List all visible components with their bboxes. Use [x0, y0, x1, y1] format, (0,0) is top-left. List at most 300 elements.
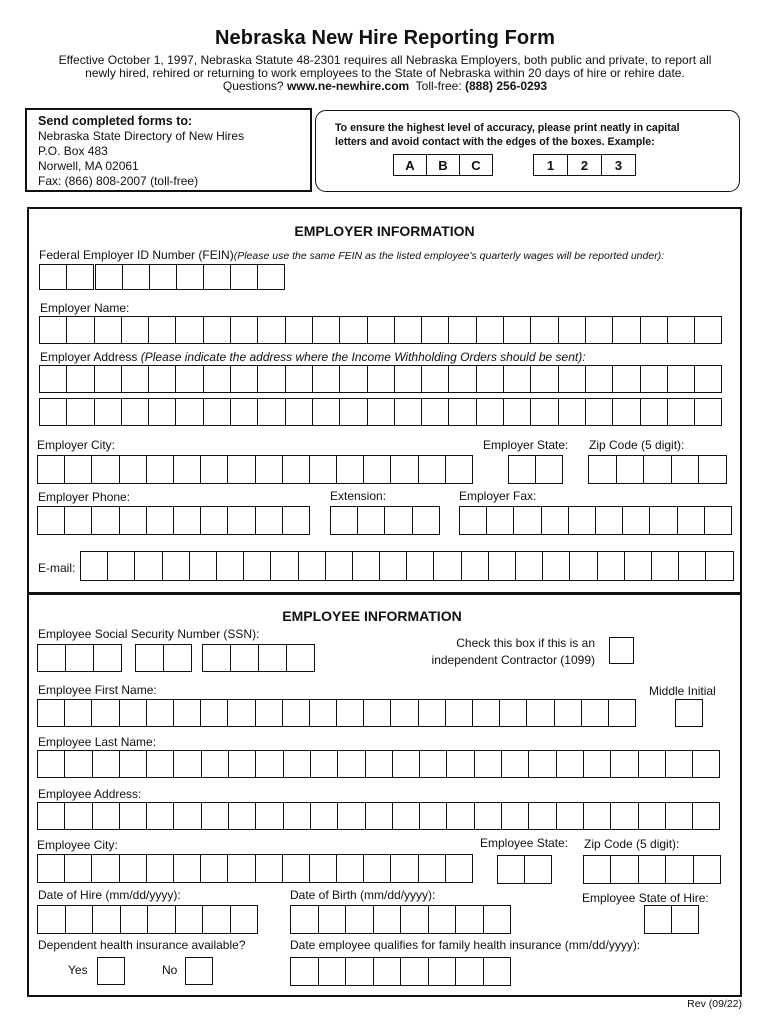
- character-box[interactable]: [173, 506, 201, 535]
- character-box[interactable]: [146, 506, 174, 535]
- fein-suffix-boxes[interactable]: [95, 264, 285, 290]
- character-box[interactable]: [610, 750, 638, 778]
- health-no-checkbox[interactable]: [185, 957, 213, 985]
- character-box[interactable]: [445, 854, 473, 883]
- employee-city-boxes[interactable]: [37, 854, 473, 883]
- character-box[interactable]: [671, 455, 700, 484]
- character-box[interactable]: [203, 398, 231, 426]
- character-box[interactable]: [367, 316, 395, 344]
- character-box[interactable]: [503, 398, 531, 426]
- character-box[interactable]: [255, 802, 283, 830]
- character-box[interactable]: [65, 905, 94, 934]
- character-box[interactable]: [394, 316, 422, 344]
- character-box[interactable]: [367, 398, 395, 426]
- character-box[interactable]: [644, 905, 672, 934]
- character-box[interactable]: [39, 398, 67, 426]
- character-box[interactable]: [146, 750, 174, 778]
- hire-date-boxes[interactable]: [37, 905, 258, 934]
- character-box[interactable]: [612, 365, 640, 393]
- character-box[interactable]: [119, 699, 147, 727]
- contractor-checkbox[interactable]: [609, 637, 634, 664]
- character-box[interactable]: [373, 957, 402, 986]
- character-box[interactable]: [173, 699, 201, 727]
- character-box[interactable]: [173, 802, 201, 830]
- character-box[interactable]: [310, 750, 338, 778]
- character-box[interactable]: [379, 551, 407, 581]
- character-box[interactable]: [675, 699, 703, 727]
- character-box[interactable]: [285, 316, 313, 344]
- character-box[interactable]: [694, 316, 722, 344]
- character-box[interactable]: [270, 551, 298, 581]
- character-box[interactable]: [230, 365, 258, 393]
- website-link[interactable]: www.ne-newhire.com: [286, 79, 410, 93]
- birth-date-boxes[interactable]: [290, 905, 511, 934]
- character-box[interactable]: [394, 398, 422, 426]
- character-box[interactable]: [37, 854, 65, 883]
- character-box[interactable]: [530, 316, 558, 344]
- character-box[interactable]: [37, 905, 66, 934]
- character-box[interactable]: [497, 855, 525, 884]
- character-box[interactable]: [390, 455, 418, 484]
- character-box[interactable]: [282, 699, 310, 727]
- character-box[interactable]: [309, 455, 337, 484]
- character-box[interactable]: [37, 802, 65, 830]
- character-box[interactable]: [135, 644, 164, 672]
- employee-state-boxes[interactable]: [497, 855, 552, 884]
- character-box[interactable]: [421, 398, 449, 426]
- character-box[interactable]: [638, 855, 666, 884]
- character-box[interactable]: [66, 398, 94, 426]
- character-box[interactable]: [64, 699, 92, 727]
- character-box[interactable]: [569, 551, 597, 581]
- character-box[interactable]: [585, 398, 613, 426]
- character-box[interactable]: [665, 750, 693, 778]
- character-box[interactable]: [418, 455, 446, 484]
- ssn-area-boxes[interactable]: [37, 644, 122, 672]
- character-box[interactable]: [608, 699, 636, 727]
- character-box[interactable]: [146, 802, 174, 830]
- character-box[interactable]: [175, 905, 204, 934]
- character-box[interactable]: [310, 802, 338, 830]
- character-box[interactable]: [148, 316, 176, 344]
- character-box[interactable]: [418, 854, 446, 883]
- character-box[interactable]: [173, 750, 201, 778]
- character-box[interactable]: [64, 854, 92, 883]
- character-box[interactable]: [446, 802, 474, 830]
- character-box[interactable]: [121, 398, 149, 426]
- character-box[interactable]: [704, 506, 732, 535]
- character-box[interactable]: [147, 905, 176, 934]
- character-box[interactable]: [612, 398, 640, 426]
- character-box[interactable]: [286, 644, 315, 672]
- character-box[interactable]: [312, 316, 340, 344]
- character-box[interactable]: [705, 551, 733, 581]
- character-box[interactable]: [65, 644, 94, 672]
- character-box[interactable]: [227, 506, 255, 535]
- character-box[interactable]: [119, 455, 147, 484]
- character-box[interactable]: [64, 750, 92, 778]
- character-box[interactable]: [667, 398, 695, 426]
- character-box[interactable]: [667, 365, 695, 393]
- character-box[interactable]: [318, 905, 347, 934]
- character-box[interactable]: [624, 551, 652, 581]
- character-box[interactable]: [390, 854, 418, 883]
- character-box[interactable]: [64, 802, 92, 830]
- employer-name-boxes[interactable]: [39, 316, 722, 344]
- character-box[interactable]: [337, 750, 365, 778]
- character-box[interactable]: [203, 316, 231, 344]
- character-box[interactable]: [94, 316, 122, 344]
- character-box[interactable]: [640, 398, 668, 426]
- character-box[interactable]: [667, 316, 695, 344]
- character-box[interactable]: [692, 802, 720, 830]
- character-box[interactable]: [200, 506, 228, 535]
- character-box[interactable]: [421, 316, 449, 344]
- employer-email-boxes[interactable]: [80, 551, 734, 581]
- character-box[interactable]: [202, 644, 231, 672]
- character-box[interactable]: [357, 506, 385, 535]
- character-box[interactable]: [503, 316, 531, 344]
- character-box[interactable]: [37, 750, 65, 778]
- character-box[interactable]: [568, 506, 596, 535]
- character-box[interactable]: [345, 957, 374, 986]
- character-box[interactable]: [325, 551, 353, 581]
- ssn-group-boxes[interactable]: [135, 644, 192, 672]
- character-box[interactable]: [501, 802, 529, 830]
- character-box[interactable]: [597, 551, 625, 581]
- character-box[interactable]: [176, 264, 204, 290]
- character-box[interactable]: [638, 750, 666, 778]
- character-box[interactable]: [692, 750, 720, 778]
- character-box[interactable]: [339, 316, 367, 344]
- character-box[interactable]: [665, 802, 693, 830]
- character-box[interactable]: [558, 365, 586, 393]
- character-box[interactable]: [541, 506, 569, 535]
- character-box[interactable]: [461, 551, 489, 581]
- character-box[interactable]: [94, 365, 122, 393]
- character-box[interactable]: [255, 455, 283, 484]
- character-box[interactable]: [337, 802, 365, 830]
- character-box[interactable]: [583, 750, 611, 778]
- character-box[interactable]: [583, 855, 611, 884]
- character-box[interactable]: [554, 699, 582, 727]
- character-box[interactable]: [283, 802, 311, 830]
- character-box[interactable]: [282, 854, 310, 883]
- character-box[interactable]: [91, 854, 119, 883]
- health-yes-checkbox[interactable]: [97, 957, 125, 985]
- character-box[interactable]: [255, 506, 283, 535]
- character-box[interactable]: [122, 264, 150, 290]
- character-box[interactable]: [330, 506, 358, 535]
- character-box[interactable]: [528, 802, 556, 830]
- character-box[interactable]: [255, 750, 283, 778]
- state-of-hire-boxes[interactable]: [644, 905, 699, 934]
- character-box[interactable]: [515, 551, 543, 581]
- character-box[interactable]: [474, 750, 502, 778]
- character-box[interactable]: [285, 398, 313, 426]
- character-box[interactable]: [363, 455, 391, 484]
- character-box[interactable]: [694, 398, 722, 426]
- character-box[interactable]: [474, 802, 502, 830]
- character-box[interactable]: [694, 365, 722, 393]
- character-box[interactable]: [282, 506, 310, 535]
- character-box[interactable]: [66, 264, 94, 290]
- character-box[interactable]: [651, 551, 679, 581]
- character-box[interactable]: [148, 398, 176, 426]
- character-box[interactable]: [528, 750, 556, 778]
- character-box[interactable]: [134, 551, 162, 581]
- character-box[interactable]: [230, 398, 258, 426]
- fein-prefix-boxes[interactable]: [39, 264, 94, 290]
- character-box[interactable]: [612, 316, 640, 344]
- character-box[interactable]: [37, 455, 65, 484]
- character-box[interactable]: [419, 750, 447, 778]
- character-box[interactable]: [202, 905, 231, 934]
- character-box[interactable]: [412, 506, 440, 535]
- character-box[interactable]: [513, 506, 541, 535]
- employer-state-boxes[interactable]: [508, 455, 563, 484]
- character-box[interactable]: [503, 365, 531, 393]
- character-box[interactable]: [227, 854, 255, 883]
- character-box[interactable]: [445, 699, 473, 727]
- character-box[interactable]: [339, 398, 367, 426]
- employer-phone-boxes[interactable]: [37, 506, 310, 535]
- employer-extension-boxes[interactable]: [330, 506, 440, 535]
- character-box[interactable]: [588, 455, 617, 484]
- character-box[interactable]: [163, 644, 192, 672]
- character-box[interactable]: [499, 699, 527, 727]
- character-box[interactable]: [394, 365, 422, 393]
- character-box[interactable]: [91, 699, 119, 727]
- character-box[interactable]: [698, 455, 727, 484]
- character-box[interactable]: [149, 264, 177, 290]
- character-box[interactable]: [524, 855, 552, 884]
- character-box[interactable]: [173, 455, 201, 484]
- character-box[interactable]: [64, 455, 92, 484]
- character-box[interactable]: [558, 398, 586, 426]
- character-box[interactable]: [400, 957, 429, 986]
- character-box[interactable]: [173, 854, 201, 883]
- health-date-boxes[interactable]: [290, 957, 511, 986]
- character-box[interactable]: [483, 905, 512, 934]
- character-box[interactable]: [107, 551, 135, 581]
- character-box[interactable]: [66, 316, 94, 344]
- character-box[interactable]: [228, 750, 256, 778]
- character-box[interactable]: [448, 365, 476, 393]
- employer-city-boxes[interactable]: [37, 455, 473, 484]
- character-box[interactable]: [257, 316, 285, 344]
- character-box[interactable]: [526, 699, 554, 727]
- character-box[interactable]: [352, 551, 380, 581]
- character-box[interactable]: [392, 750, 420, 778]
- character-box[interactable]: [92, 905, 121, 934]
- character-box[interactable]: [201, 802, 229, 830]
- character-box[interactable]: [671, 905, 699, 934]
- character-box[interactable]: [257, 264, 285, 290]
- character-box[interactable]: [95, 264, 123, 290]
- character-box[interactable]: [558, 316, 586, 344]
- first-name-boxes[interactable]: [37, 699, 636, 727]
- character-box[interactable]: [175, 398, 203, 426]
- employer-fax-boxes[interactable]: [459, 506, 732, 535]
- character-box[interactable]: [201, 750, 229, 778]
- character-box[interactable]: [290, 957, 319, 986]
- character-box[interactable]: [230, 264, 258, 290]
- character-box[interactable]: [119, 854, 147, 883]
- character-box[interactable]: [530, 398, 558, 426]
- character-box[interactable]: [488, 551, 516, 581]
- character-box[interactable]: [428, 957, 457, 986]
- character-box[interactable]: [367, 365, 395, 393]
- character-box[interactable]: [80, 551, 108, 581]
- character-box[interactable]: [483, 957, 512, 986]
- character-box[interactable]: [665, 855, 693, 884]
- character-box[interactable]: [257, 398, 285, 426]
- character-box[interactable]: [445, 455, 473, 484]
- character-box[interactable]: [200, 854, 228, 883]
- character-box[interactable]: [583, 802, 611, 830]
- character-box[interactable]: [581, 699, 609, 727]
- character-box[interactable]: [258, 644, 287, 672]
- character-box[interactable]: [476, 316, 504, 344]
- character-box[interactable]: [339, 365, 367, 393]
- middle-initial-box[interactable]: [675, 699, 703, 727]
- character-box[interactable]: [39, 365, 67, 393]
- character-box[interactable]: [433, 551, 461, 581]
- character-box[interactable]: [119, 750, 147, 778]
- character-box[interactable]: [336, 854, 364, 883]
- character-box[interactable]: [336, 455, 364, 484]
- character-box[interactable]: [200, 699, 228, 727]
- character-box[interactable]: [312, 365, 340, 393]
- character-box[interactable]: [345, 905, 374, 934]
- character-box[interactable]: [175, 316, 203, 344]
- character-box[interactable]: [418, 699, 446, 727]
- character-box[interactable]: [94, 398, 122, 426]
- character-box[interactable]: [312, 398, 340, 426]
- character-box[interactable]: [146, 854, 174, 883]
- character-box[interactable]: [384, 506, 412, 535]
- character-box[interactable]: [392, 802, 420, 830]
- character-box[interactable]: [227, 699, 255, 727]
- character-box[interactable]: [230, 644, 259, 672]
- character-box[interactable]: [146, 699, 174, 727]
- character-box[interactable]: [283, 750, 311, 778]
- character-box[interactable]: [162, 551, 190, 581]
- employer-zip-boxes[interactable]: [588, 455, 727, 484]
- character-box[interactable]: [622, 506, 650, 535]
- ssn-serial-boxes[interactable]: [202, 644, 315, 672]
- character-box[interactable]: [121, 316, 149, 344]
- character-box[interactable]: [255, 699, 283, 727]
- character-box[interactable]: [189, 551, 217, 581]
- employee-zip-boxes[interactable]: [583, 855, 721, 884]
- character-box[interactable]: [677, 506, 705, 535]
- character-box[interactable]: [472, 699, 500, 727]
- character-box[interactable]: [459, 506, 487, 535]
- character-box[interactable]: [175, 365, 203, 393]
- character-box[interactable]: [200, 455, 228, 484]
- character-box[interactable]: [37, 506, 65, 535]
- character-box[interactable]: [203, 365, 231, 393]
- character-box[interactable]: [227, 455, 255, 484]
- character-box[interactable]: [39, 316, 67, 344]
- character-box[interactable]: [693, 855, 721, 884]
- character-box[interactable]: [290, 905, 319, 934]
- character-box[interactable]: [146, 455, 174, 484]
- character-box[interactable]: [37, 644, 66, 672]
- character-box[interactable]: [230, 316, 258, 344]
- character-box[interactable]: [203, 264, 231, 290]
- character-box[interactable]: [64, 506, 92, 535]
- character-box[interactable]: [476, 365, 504, 393]
- character-box[interactable]: [486, 506, 514, 535]
- character-box[interactable]: [37, 699, 65, 727]
- last-name-boxes[interactable]: [37, 750, 720, 778]
- character-box[interactable]: [610, 855, 638, 884]
- character-box[interactable]: [585, 365, 613, 393]
- character-box[interactable]: [309, 854, 337, 883]
- character-box[interactable]: [91, 455, 119, 484]
- character-box[interactable]: [318, 957, 347, 986]
- character-box[interactable]: [640, 365, 668, 393]
- character-box[interactable]: [448, 316, 476, 344]
- character-box[interactable]: [91, 506, 119, 535]
- character-box[interactable]: [678, 551, 706, 581]
- character-box[interactable]: [119, 802, 147, 830]
- character-box[interactable]: [365, 802, 393, 830]
- character-box[interactable]: [228, 802, 256, 830]
- employer-address-line1-boxes[interactable]: [39, 365, 722, 393]
- character-box[interactable]: [390, 699, 418, 727]
- character-box[interactable]: [446, 750, 474, 778]
- character-box[interactable]: [556, 750, 584, 778]
- character-box[interactable]: [373, 905, 402, 934]
- character-box[interactable]: [230, 905, 259, 934]
- character-box[interactable]: [285, 365, 313, 393]
- character-box[interactable]: [419, 802, 447, 830]
- character-box[interactable]: [448, 398, 476, 426]
- character-box[interactable]: [255, 854, 283, 883]
- character-box[interactable]: [66, 365, 94, 393]
- character-box[interactable]: [643, 455, 672, 484]
- character-box[interactable]: [508, 455, 536, 484]
- character-box[interactable]: [476, 398, 504, 426]
- character-box[interactable]: [649, 506, 677, 535]
- character-box[interactable]: [216, 551, 244, 581]
- character-box[interactable]: [616, 455, 645, 484]
- character-box[interactable]: [585, 316, 613, 344]
- character-box[interactable]: [120, 905, 149, 934]
- character-box[interactable]: [640, 316, 668, 344]
- character-box[interactable]: [93, 644, 122, 672]
- character-box[interactable]: [406, 551, 434, 581]
- character-box[interactable]: [336, 699, 364, 727]
- character-box[interactable]: [92, 750, 120, 778]
- character-box[interactable]: [92, 802, 120, 830]
- character-box[interactable]: [556, 802, 584, 830]
- character-box[interactable]: [257, 365, 285, 393]
- character-box[interactable]: [39, 264, 67, 290]
- character-box[interactable]: [243, 551, 271, 581]
- employer-address-line2-boxes[interactable]: [39, 398, 722, 426]
- character-box[interactable]: [535, 455, 563, 484]
- employee-address-boxes[interactable]: [37, 802, 720, 830]
- character-box[interactable]: [282, 455, 310, 484]
- character-box[interactable]: [121, 365, 149, 393]
- character-box[interactable]: [148, 365, 176, 393]
- character-box[interactable]: [530, 365, 558, 393]
